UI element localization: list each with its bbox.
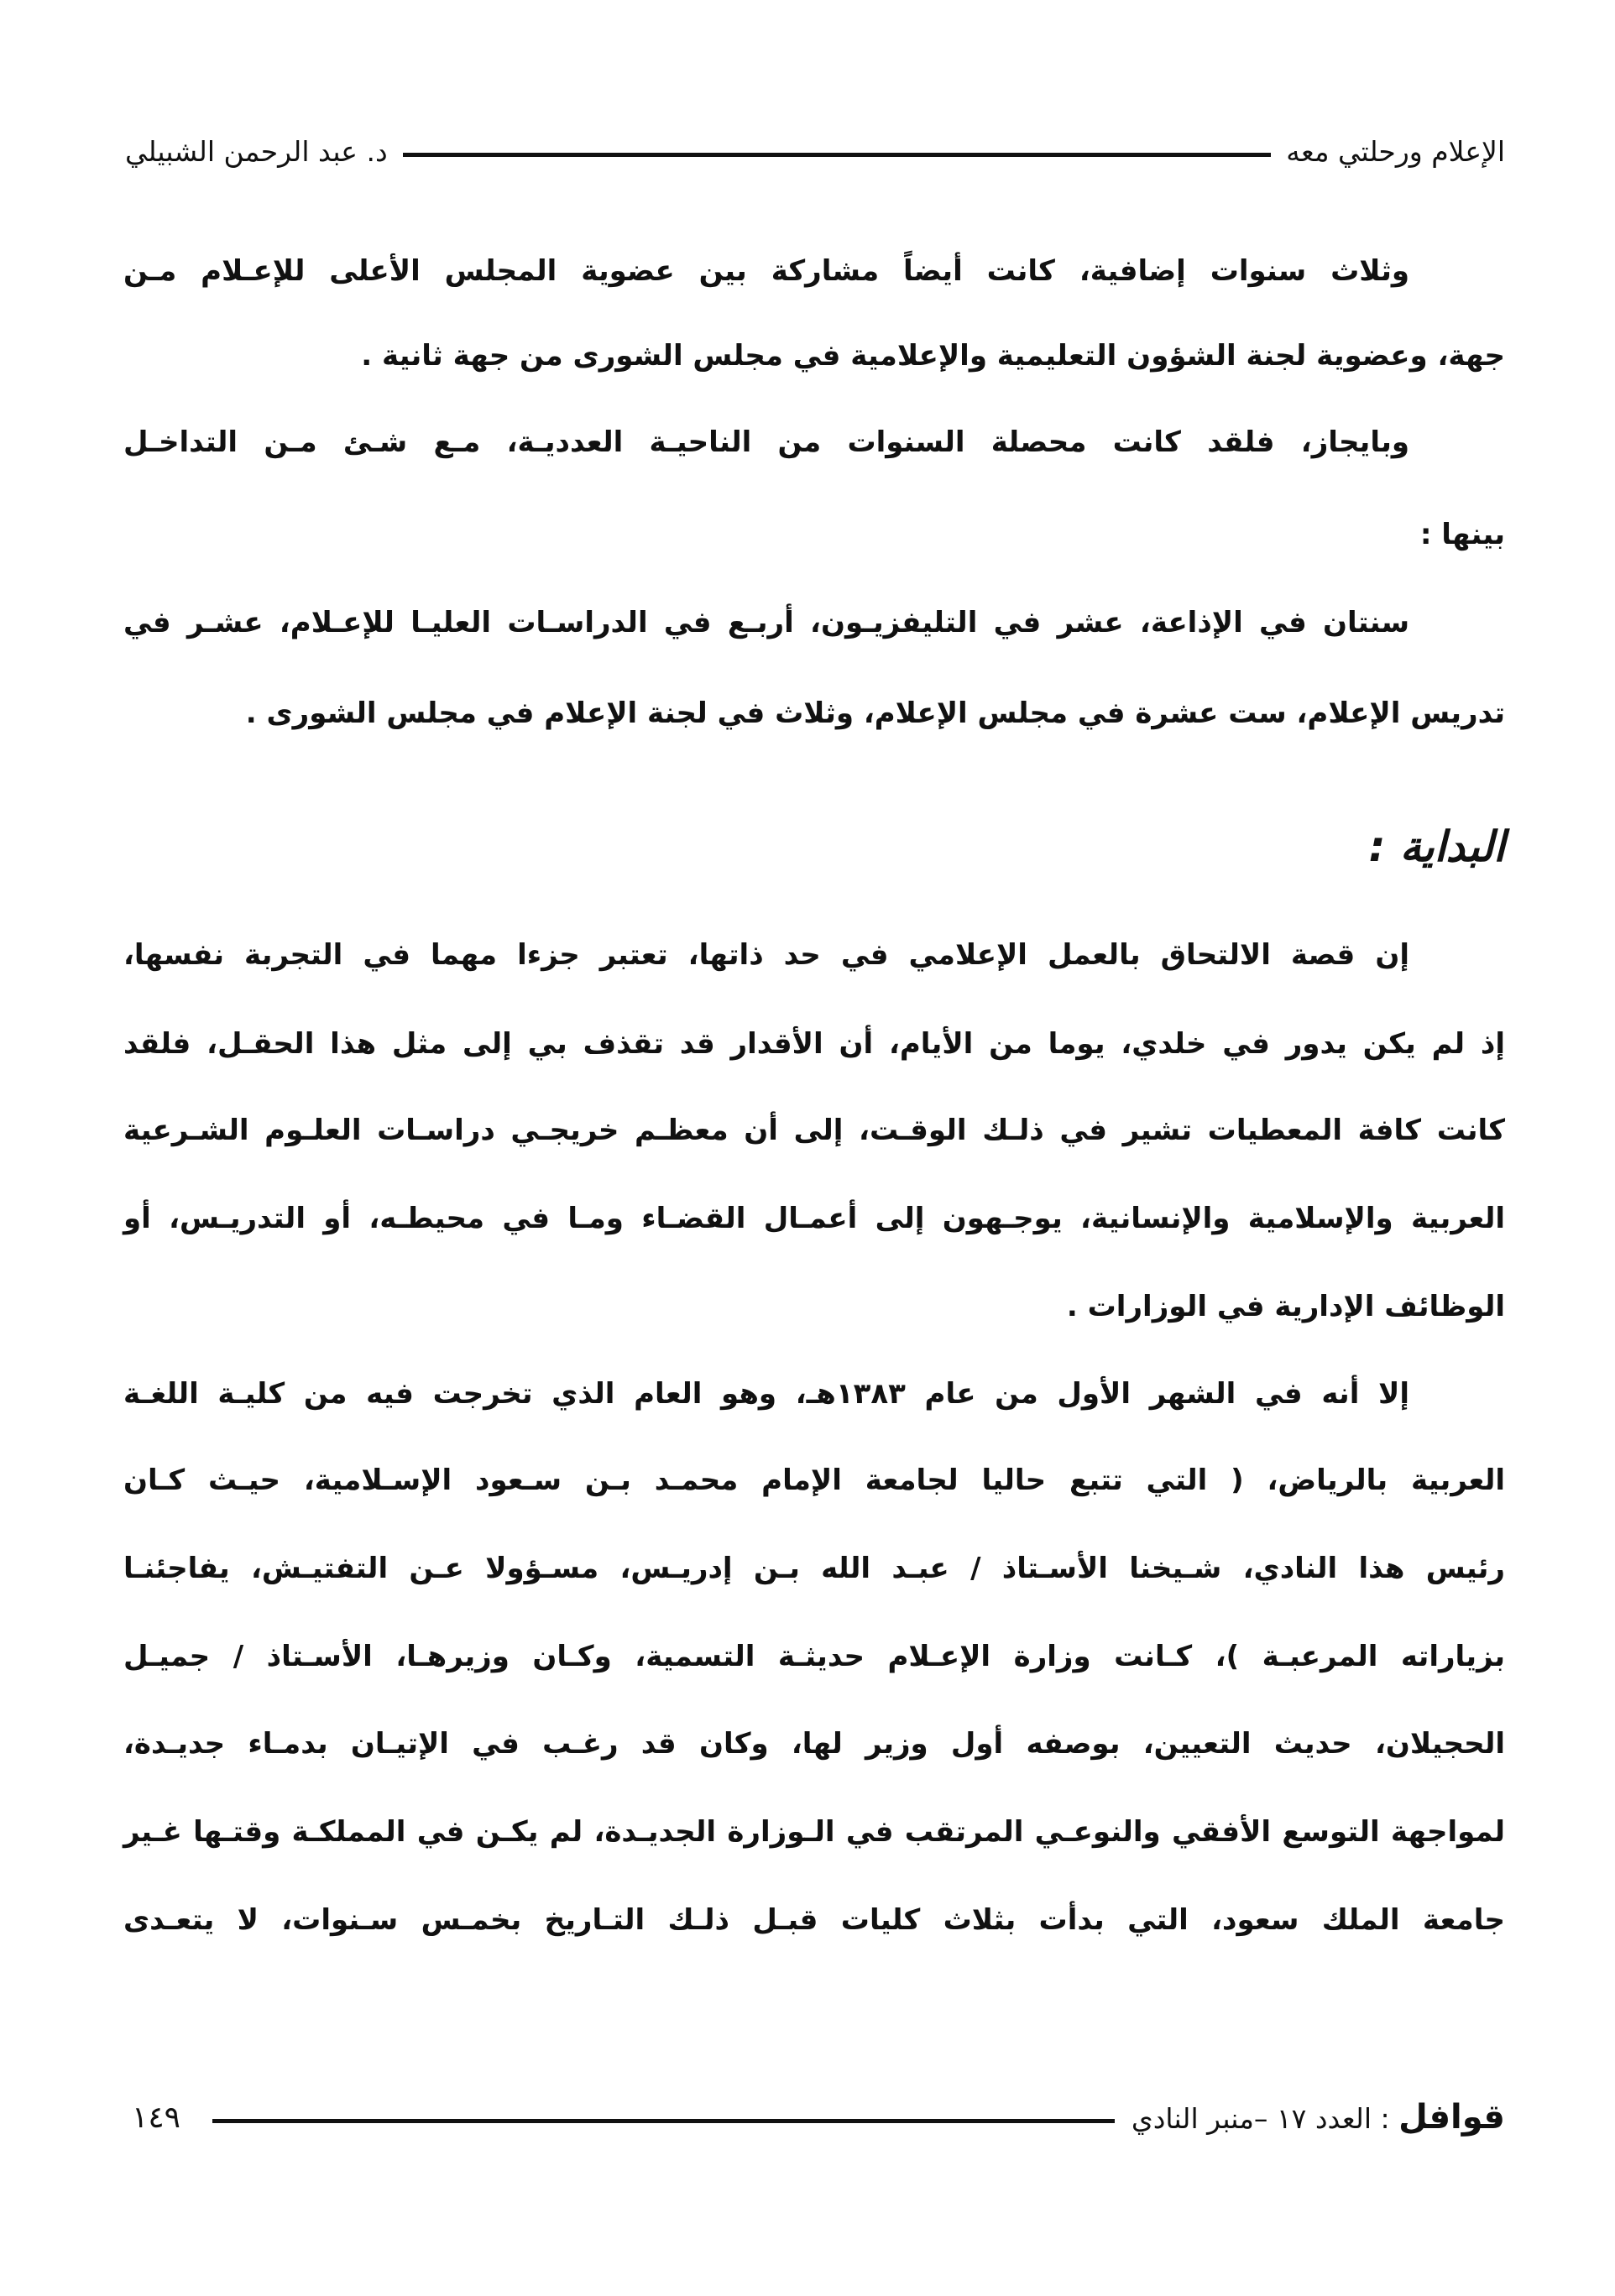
page-footer [132, 2090, 1505, 2145]
paragraph-line: إلا أنه في الشهر الأول من عام ١٣٨٣هـ، وهو العام الذي تخرجت فيه من كليـة اللغـة [123, 1377, 1409, 1411]
header-rule [403, 153, 1272, 157]
running-header [125, 126, 1505, 176]
paragraph-line: العربية بالرياض، ( التي تتبع حاليا لجامعة الإمام محمـد بـن سـعود الإسـلامية، حيـث كـان [123, 1464, 1505, 1497]
paragraph-line: جهة، وعضوية لجنة الشؤون التعليمية والإعلامية في مجلس الشورى من جهة ثانية . [361, 339, 1505, 373]
section-heading: البداية : [1368, 822, 1505, 871]
footer-title [1132, 2098, 1505, 2137]
paragraph-line: بزياراته المرعبـة )، كـانت وزارة الإعـلام حديثـة التسمية، وكـان وزيرهـا، الأسـتاذ / جميـل [123, 1640, 1505, 1673]
paragraph-line: جامعة الملك سعود، التي بدأت بثلاث كليات قبـل ذلـك التـاريخ بخمـس سـنوات، لا يتعـدى [123, 1903, 1505, 1937]
paragraph-line: إذ لم يكن يدور في خلدي، يوما من الأيام، أن الأقدار قد تقذف بي إلى مثل هذا الحقـل، فلقد [123, 1027, 1505, 1061]
page-number: ١٤٩ [132, 2100, 181, 2135]
footer-journal-name: قوافل [1398, 2098, 1505, 2137]
paragraph-line: الحجيلان، حديث التعيين، بوصفه أول وزير لها، وكان قد رغـب في الإتيـان بدمـاء جديـدة، [123, 1727, 1505, 1761]
footer-issue-info: : العدد ١٧ –منبر النادي [1131, 2102, 1390, 2135]
paragraph-line: الوظائف الإدارية في الوزارات . [1066, 1290, 1505, 1323]
paragraph-line: تدريس الإعلام، ست عشرة في مجلس الإعلام، وثلاث في لجنة الإعلام في مجلس الشورى . [245, 697, 1505, 730]
paragraph-line: العربية والإسلامية والإنسانية، يوجـهون إلى أعمـال القضـاء ومـا في محيطـه، أو التدريـس، أو [123, 1202, 1505, 1235]
paragraph-line: لمواجهة التوسع الأفقي والنوعـي المرتقب في الـوزارة الجديـدة، لم يكـن في المملكـة وقتـها غـير [123, 1815, 1505, 1849]
header-book-title: الإعلام ورحلتي معه [1286, 134, 1505, 168]
paragraph-line: سنتان في الإذاعة، عشر في التليفزيـون، أربـع في الدراسـات العليـا للإعـلام، عشـر في [123, 606, 1409, 639]
paragraph-line: كانت كافة المعطيات تشير في ذلـك الوقـت، إلى أن معظـم خريجـي دراسـات العلـوم الشـرعية [123, 1114, 1505, 1147]
paragraph-line: إن قصة الالتحاق بالعمل الإعلامي في حد ذاتها، تعتبر جزءا مهما في التجربة نفسها، [123, 938, 1409, 972]
footer-rule [212, 2119, 1115, 2123]
paragraph-line: وثلاث سنوات إضافية، كانت أيضاً مشاركة بين عضوية المجلس الأعلى للإعـلام مـن [123, 254, 1409, 288]
paragraph-line: رئيس هذا النادي، شـيخنا الأسـتاذ / عبـد الله بـن إدريـس، مسـؤولا عـن التفتيـش، يفاجئنـا [123, 1552, 1505, 1585]
paragraph-line: وبايجاز، فلقد كانت محصلة السنوات من الناحيـة العدديـة، مـع شـئ مـن التداخـل [123, 425, 1409, 459]
header-author: د. عبد الرحمن الشبيلي [125, 134, 388, 168]
paragraph-line: بينها : [1419, 518, 1505, 551]
